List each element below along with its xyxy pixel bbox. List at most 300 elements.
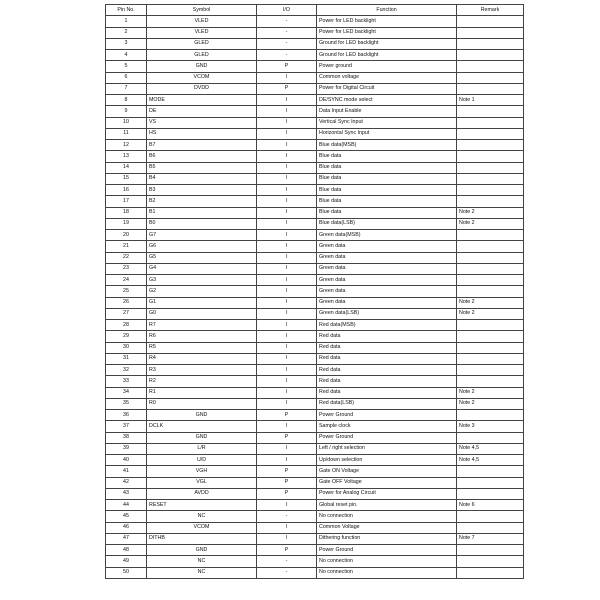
io-cell: I	[257, 376, 317, 387]
function-cell: Up/down selection	[317, 455, 457, 466]
remark-cell	[457, 522, 524, 533]
io-cell: P	[257, 545, 317, 556]
remark-cell	[457, 466, 524, 477]
remark-cell	[457, 16, 524, 27]
table-row	[106, 410, 524, 421]
table-row	[106, 218, 524, 229]
io-cell: I	[257, 455, 317, 466]
io-cell: -	[257, 27, 317, 38]
io-cell: -	[257, 16, 317, 27]
function-cell: Green data	[317, 275, 457, 286]
function-cell: Red data(MSB)	[317, 320, 457, 331]
table-row	[106, 27, 524, 38]
symbol-cell: G6	[147, 241, 257, 252]
symbol-cell: DVDD	[147, 83, 257, 94]
pin-number-cell: 33	[106, 376, 147, 387]
symbol-cell: VCOM	[147, 522, 257, 533]
function-cell: Red data(LSB)	[317, 398, 457, 409]
header-pin-no: Pin No.	[106, 5, 147, 16]
remark-cell	[457, 511, 524, 522]
symbol-cell: HS	[147, 128, 257, 139]
symbol-cell: B3	[147, 185, 257, 196]
remark-cell	[457, 263, 524, 274]
symbol-cell: NC	[147, 556, 257, 567]
function-cell: Gate OFF Voltage	[317, 477, 457, 488]
symbol-cell: NC	[147, 511, 257, 522]
symbol-cell: R3	[147, 365, 257, 376]
pin-number-cell: 48	[106, 545, 147, 556]
function-cell: Power Ground	[317, 432, 457, 443]
remark-cell: Note 3	[457, 421, 524, 432]
remark-cell: Note 4,5	[457, 455, 524, 466]
remark-cell: Note 6	[457, 500, 524, 511]
function-cell: Blue data(MSB)	[317, 140, 457, 151]
pin-assignment-table	[105, 4, 524, 579]
table-row	[106, 16, 524, 27]
function-cell: Data Input Enable	[317, 106, 457, 117]
io-cell: I	[257, 533, 317, 544]
remark-cell: Note 2	[457, 207, 524, 218]
function-cell: Red data	[317, 342, 457, 353]
remark-cell	[457, 106, 524, 117]
io-cell: I	[257, 308, 317, 319]
remark-cell	[457, 477, 524, 488]
remark-cell	[457, 151, 524, 162]
pin-number-cell: 11	[106, 128, 147, 139]
pin-number-cell: 15	[106, 173, 147, 184]
function-cell: Horizontal Sync Input	[317, 128, 457, 139]
symbol-cell: VGL	[147, 477, 257, 488]
function-cell: Ground for LED backlight	[317, 50, 457, 61]
function-cell: Global reset pin.	[317, 500, 457, 511]
remark-cell	[457, 320, 524, 331]
io-cell: P	[257, 61, 317, 72]
symbol-cell: G2	[147, 286, 257, 297]
pin-number-cell: 35	[106, 398, 147, 409]
function-cell: Blue data	[317, 151, 457, 162]
pin-number-cell: 39	[106, 443, 147, 454]
header-remark: Remark	[457, 5, 524, 16]
remark-cell	[457, 38, 524, 49]
remark-cell	[457, 342, 524, 353]
pin-number-cell: 45	[106, 511, 147, 522]
remark-cell	[457, 83, 524, 94]
pin-number-cell: 16	[106, 185, 147, 196]
table-row	[106, 38, 524, 49]
remark-cell	[457, 61, 524, 72]
pin-number-cell: 38	[106, 432, 147, 443]
pin-number-cell: 37	[106, 421, 147, 432]
table-row	[106, 263, 524, 274]
remark-cell: Note 7	[457, 533, 524, 544]
table-row	[106, 432, 524, 443]
pin-number-cell: 49	[106, 556, 147, 567]
io-cell: I	[257, 95, 317, 106]
function-cell: Green data(MSB)	[317, 230, 457, 241]
symbol-cell: B7	[147, 140, 257, 151]
io-cell: P	[257, 432, 317, 443]
pin-number-cell: 14	[106, 162, 147, 173]
table-row	[106, 387, 524, 398]
function-cell: Green data	[317, 252, 457, 263]
io-cell: P	[257, 466, 317, 477]
pin-number-cell: 21	[106, 241, 147, 252]
table-row	[106, 151, 524, 162]
pin-number-cell: 8	[106, 95, 147, 106]
pin-number-cell: 9	[106, 106, 147, 117]
io-cell: I	[257, 522, 317, 533]
io-cell: I	[257, 443, 317, 454]
symbol-cell: G5	[147, 252, 257, 263]
function-cell: Red data	[317, 353, 457, 364]
pin-number-cell: 19	[106, 218, 147, 229]
pin-number-cell: 20	[106, 230, 147, 241]
io-cell: P	[257, 410, 317, 421]
pin-number-cell: 25	[106, 286, 147, 297]
io-cell: I	[257, 320, 317, 331]
function-cell: Gate ON Voltage	[317, 466, 457, 477]
pin-number-cell: 29	[106, 331, 147, 342]
symbol-cell: VGH	[147, 466, 257, 477]
function-cell: Common voltage	[317, 72, 457, 83]
remark-cell	[457, 196, 524, 207]
remark-cell	[457, 185, 524, 196]
table-row	[106, 286, 524, 297]
pin-number-cell: 24	[106, 275, 147, 286]
io-cell: I	[257, 342, 317, 353]
io-cell: -	[257, 556, 317, 567]
table-row	[106, 500, 524, 511]
symbol-cell: B2	[147, 196, 257, 207]
pin-number-cell: 36	[106, 410, 147, 421]
symbol-cell: B5	[147, 162, 257, 173]
table-row	[106, 331, 524, 342]
pin-number-cell: 13	[106, 151, 147, 162]
table-row	[106, 353, 524, 364]
table-row	[106, 443, 524, 454]
function-cell: Red data	[317, 331, 457, 342]
remark-cell: Note 2	[457, 308, 524, 319]
pin-number-cell: 40	[106, 455, 147, 466]
pin-number-cell: 27	[106, 308, 147, 319]
remark-cell: Note 4,5	[457, 443, 524, 454]
function-cell: Dithering function	[317, 533, 457, 544]
table-row	[106, 477, 524, 488]
pin-number-cell: 32	[106, 365, 147, 376]
io-cell: I	[257, 297, 317, 308]
io-cell: -	[257, 511, 317, 522]
pin-number-cell: 5	[106, 61, 147, 72]
table-row	[106, 196, 524, 207]
symbol-cell: G3	[147, 275, 257, 286]
io-cell: I	[257, 421, 317, 432]
io-cell: I	[257, 398, 317, 409]
function-cell: Blue data	[317, 196, 457, 207]
function-cell: Ground for LED backlight	[317, 38, 457, 49]
io-cell: P	[257, 477, 317, 488]
io-cell: I	[257, 230, 317, 241]
io-cell: I	[257, 162, 317, 173]
table-row	[106, 50, 524, 61]
header-function: Function	[317, 5, 457, 16]
table-row	[106, 117, 524, 128]
io-cell: I	[257, 500, 317, 511]
function-cell: Green data	[317, 241, 457, 252]
symbol-cell: GND	[147, 545, 257, 556]
function-cell: Blue data	[317, 162, 457, 173]
pin-number-cell: 46	[106, 522, 147, 533]
remark-cell	[457, 432, 524, 443]
remark-cell	[457, 252, 524, 263]
io-cell: P	[257, 488, 317, 499]
table-row	[106, 455, 524, 466]
function-cell: Power Ground	[317, 545, 457, 556]
table-row	[106, 128, 524, 139]
function-cell: Vertical Sync Input	[317, 117, 457, 128]
remark-cell: Note 2	[457, 398, 524, 409]
pin-number-cell: 12	[106, 140, 147, 151]
symbol-cell: B1	[147, 207, 257, 218]
table-body	[106, 16, 524, 579]
symbol-cell: G0	[147, 308, 257, 319]
table-row	[106, 207, 524, 218]
io-cell: I	[257, 331, 317, 342]
function-cell: Power for Digital Circuit	[317, 83, 457, 94]
function-cell: Power for Analog Circuit	[317, 488, 457, 499]
table-row	[106, 398, 524, 409]
io-cell: I	[257, 218, 317, 229]
symbol-cell: GLED	[147, 38, 257, 49]
remark-cell	[457, 331, 524, 342]
symbol-cell: B6	[147, 151, 257, 162]
symbol-cell: DITHB	[147, 533, 257, 544]
table-row	[106, 567, 524, 578]
table-row	[106, 140, 524, 151]
remark-cell: Note 1	[457, 95, 524, 106]
remark-cell	[457, 140, 524, 151]
table-row	[106, 466, 524, 477]
remark-cell	[457, 488, 524, 499]
remark-cell	[457, 27, 524, 38]
symbol-cell: VS	[147, 117, 257, 128]
remark-cell	[457, 365, 524, 376]
function-cell: Blue data	[317, 185, 457, 196]
symbol-cell: GND	[147, 432, 257, 443]
function-cell: No connection	[317, 567, 457, 578]
symbol-cell: R6	[147, 331, 257, 342]
table-row	[106, 511, 524, 522]
symbol-cell: B0	[147, 218, 257, 229]
table-row	[106, 83, 524, 94]
symbol-cell: NC	[147, 567, 257, 578]
pin-number-cell: 28	[106, 320, 147, 331]
io-cell: I	[257, 117, 317, 128]
io-cell: I	[257, 263, 317, 274]
pin-number-cell: 23	[106, 263, 147, 274]
function-cell: No connection	[317, 556, 457, 567]
pin-number-cell: 26	[106, 297, 147, 308]
table-header-row	[106, 5, 524, 16]
remark-cell: Note 2	[457, 218, 524, 229]
table-row	[106, 320, 524, 331]
table-row	[106, 72, 524, 83]
table-row	[106, 421, 524, 432]
function-cell: Red data	[317, 376, 457, 387]
table-row	[106, 162, 524, 173]
table-row	[106, 376, 524, 387]
symbol-cell: VLED	[147, 16, 257, 27]
pin-number-cell: 50	[106, 567, 147, 578]
remark-cell	[457, 241, 524, 252]
symbol-cell: R5	[147, 342, 257, 353]
function-cell: Sample clock	[317, 421, 457, 432]
remark-cell	[457, 353, 524, 364]
pin-number-cell: 31	[106, 353, 147, 364]
table-row	[106, 342, 524, 353]
remark-cell	[457, 275, 524, 286]
remark-cell	[457, 173, 524, 184]
io-cell: I	[257, 252, 317, 263]
function-cell: Green data	[317, 286, 457, 297]
symbol-cell: GND	[147, 61, 257, 72]
io-cell: P	[257, 83, 317, 94]
remark-cell	[457, 545, 524, 556]
io-cell: I	[257, 196, 317, 207]
io-cell: I	[257, 207, 317, 218]
pin-number-cell: 43	[106, 488, 147, 499]
pin-number-cell: 30	[106, 342, 147, 353]
pin-number-cell: 17	[106, 196, 147, 207]
remark-cell	[457, 410, 524, 421]
table-row	[106, 106, 524, 117]
remark-cell	[457, 128, 524, 139]
pin-number-cell: 1	[106, 16, 147, 27]
remark-cell	[457, 567, 524, 578]
function-cell: Power for LED backlight	[317, 27, 457, 38]
table-row	[106, 365, 524, 376]
io-cell: I	[257, 185, 317, 196]
io-cell: I	[257, 151, 317, 162]
symbol-cell: DE	[147, 106, 257, 117]
io-cell: -	[257, 38, 317, 49]
pin-number-cell: 3	[106, 38, 147, 49]
function-cell: Power for LED backlight	[317, 16, 457, 27]
symbol-cell: MODE	[147, 95, 257, 106]
remark-cell	[457, 376, 524, 387]
function-cell: Green data(LSB)	[317, 308, 457, 319]
symbol-cell: L/R	[147, 443, 257, 454]
symbol-cell: VLED	[147, 27, 257, 38]
pin-number-cell: 18	[106, 207, 147, 218]
remark-cell	[457, 117, 524, 128]
function-cell: No connection	[317, 511, 457, 522]
table-row	[106, 556, 524, 567]
table-row	[106, 533, 524, 544]
pin-number-cell: 41	[106, 466, 147, 477]
io-cell: I	[257, 72, 317, 83]
io-cell: I	[257, 128, 317, 139]
pin-number-cell: 4	[106, 50, 147, 61]
symbol-cell: R4	[147, 353, 257, 364]
function-cell: Green data	[317, 263, 457, 274]
pin-number-cell: 2	[106, 27, 147, 38]
remark-cell: Note 2	[457, 387, 524, 398]
function-cell: Blue data	[317, 173, 457, 184]
pin-number-cell: 44	[106, 500, 147, 511]
symbol-cell: R7	[147, 320, 257, 331]
table-row	[106, 545, 524, 556]
io-cell: I	[257, 365, 317, 376]
table-row	[106, 275, 524, 286]
io-cell: I	[257, 286, 317, 297]
table-row	[106, 252, 524, 263]
table-row	[106, 173, 524, 184]
function-cell: Power ground	[317, 61, 457, 72]
remark-cell: Note 2	[457, 297, 524, 308]
symbol-cell: R1	[147, 387, 257, 398]
symbol-cell: GLED	[147, 50, 257, 61]
table-row	[106, 61, 524, 72]
symbol-cell: G4	[147, 263, 257, 274]
function-cell: Common Voltage	[317, 522, 457, 533]
symbol-cell: B4	[147, 173, 257, 184]
io-cell: I	[257, 353, 317, 364]
remark-cell	[457, 162, 524, 173]
function-cell: DE/SYNC mode select	[317, 95, 457, 106]
symbol-cell: AVDD	[147, 488, 257, 499]
table-row	[106, 241, 524, 252]
io-cell: I	[257, 241, 317, 252]
function-cell: Red data	[317, 365, 457, 376]
table-row	[106, 522, 524, 533]
symbol-cell: G7	[147, 230, 257, 241]
pin-number-cell: 6	[106, 72, 147, 83]
function-cell: Power Ground	[317, 410, 457, 421]
symbol-cell: R2	[147, 376, 257, 387]
table-row	[106, 185, 524, 196]
remark-cell	[457, 556, 524, 567]
pin-number-cell: 7	[106, 83, 147, 94]
function-cell: Left / right selection	[317, 443, 457, 454]
table-row	[106, 488, 524, 499]
symbol-cell: R0	[147, 398, 257, 409]
header-io: I/O	[257, 5, 317, 16]
symbol-cell: U/D	[147, 455, 257, 466]
io-cell: I	[257, 387, 317, 398]
pin-number-cell: 47	[106, 533, 147, 544]
remark-cell	[457, 230, 524, 241]
symbol-cell: RESET	[147, 500, 257, 511]
io-cell: -	[257, 50, 317, 61]
symbol-cell: G1	[147, 297, 257, 308]
function-cell: Blue data(LSB)	[317, 218, 457, 229]
remark-cell	[457, 50, 524, 61]
symbol-cell: VCOM	[147, 72, 257, 83]
table-row	[106, 95, 524, 106]
remark-cell	[457, 286, 524, 297]
symbol-cell: DCLK	[147, 421, 257, 432]
function-cell: Red data	[317, 387, 457, 398]
symbol-cell: GND	[147, 410, 257, 421]
pin-number-cell: 42	[106, 477, 147, 488]
pin-number-cell: 22	[106, 252, 147, 263]
table-row	[106, 308, 524, 319]
function-cell: Green data	[317, 297, 457, 308]
pin-number-cell: 34	[106, 387, 147, 398]
io-cell: -	[257, 567, 317, 578]
io-cell: I	[257, 275, 317, 286]
io-cell: I	[257, 106, 317, 117]
